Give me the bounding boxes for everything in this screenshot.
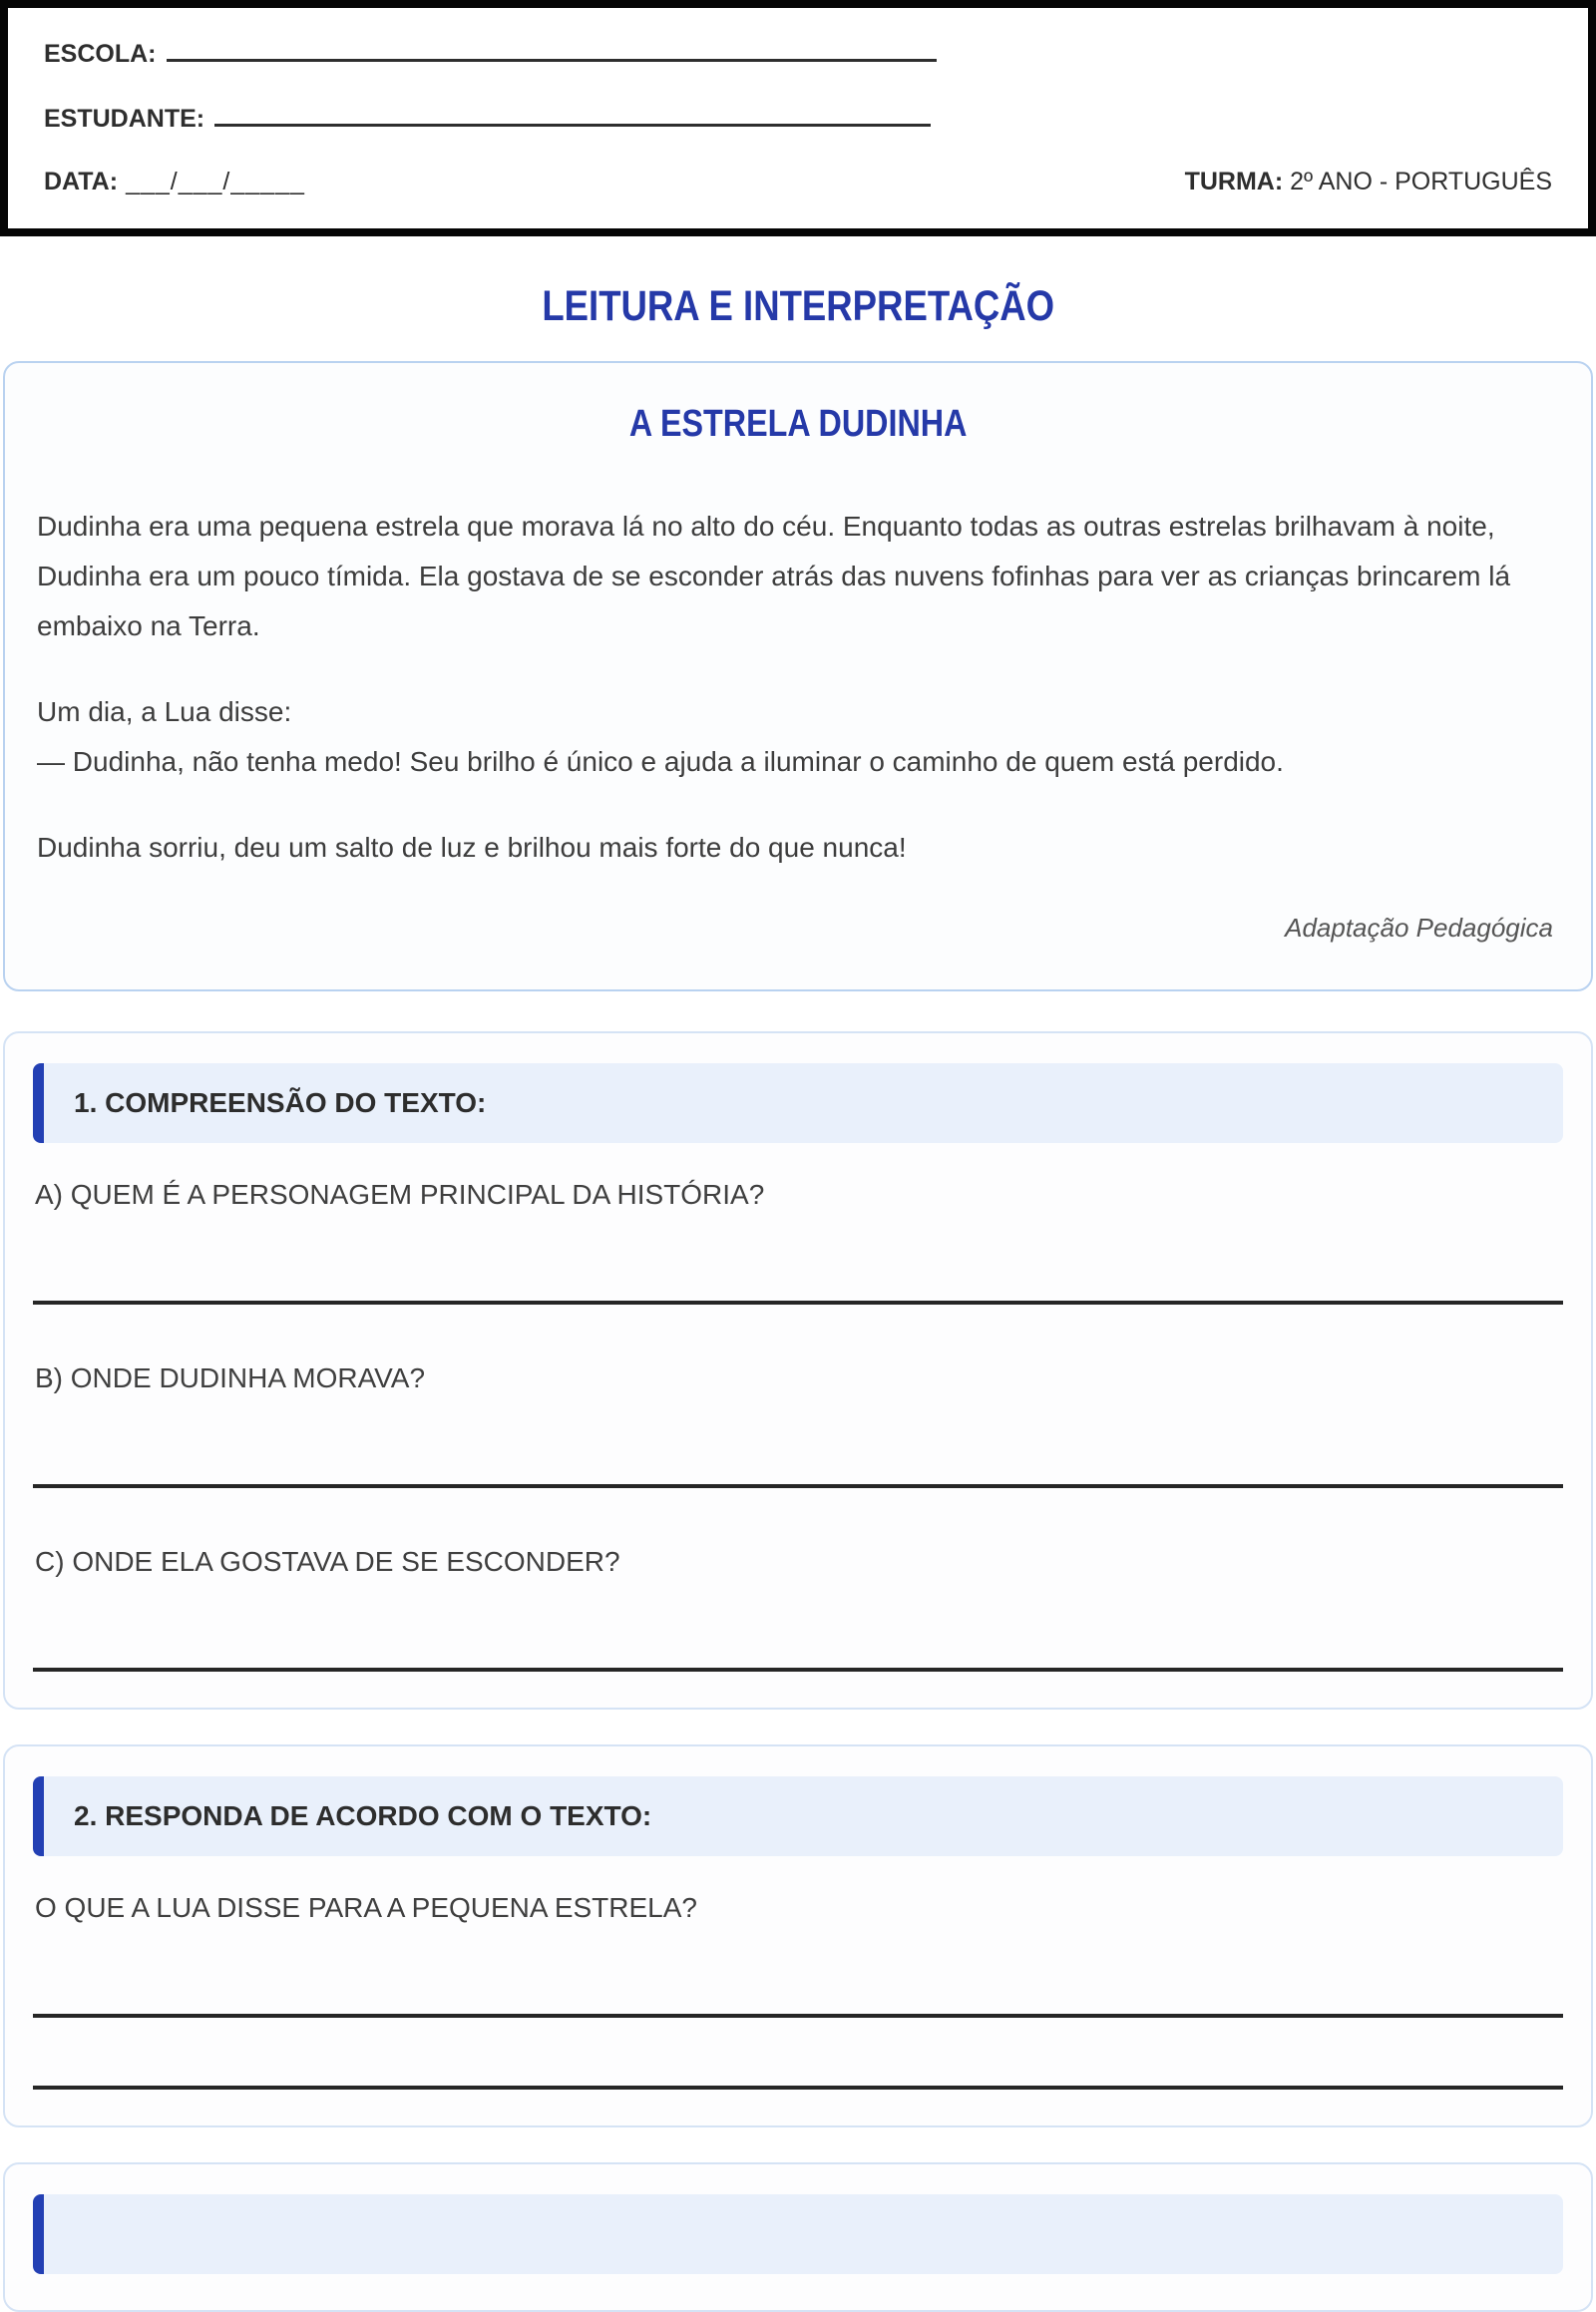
date-class-row xyxy=(44,168,1552,196)
student-row xyxy=(44,103,1552,134)
student-label: ESTUDANTE: xyxy=(44,105,205,133)
section-2-heading: 2. RESPONDA DE ACORDO COM O TEXTO: xyxy=(74,1800,652,1831)
question-1b: B) ONDE DUDINHA MORAVA? xyxy=(35,1362,426,1393)
answer-line-2a xyxy=(33,2014,1563,2018)
school-row xyxy=(44,38,1552,69)
section-1-header xyxy=(33,1063,1563,1143)
story-paragraph-1: Dudinha era uma pequena estrela que morava lá no alto do céu. Enquanto todas as outras estrelas brilhavam à noite, Dudinha era um pouco tímida. Ela gostava de se esconder atrás das nuvens fofinhas para ver as crianças brincarem lá embaixo na Terra. xyxy=(37,511,1511,641)
answer-line-1c xyxy=(33,1668,1563,1672)
page-title: LEITURA E INTERPRETAÇÃO xyxy=(542,282,1054,330)
section-3-header xyxy=(33,2194,1563,2274)
section-2-box xyxy=(3,1744,1593,2127)
section-3-box xyxy=(3,2162,1593,2312)
school-label: ESCOLA: xyxy=(44,40,157,68)
date-field xyxy=(44,168,305,196)
answer-line-1a xyxy=(33,1301,1563,1305)
question-2a: O QUE A LUA DISSE PARA A PEQUENA ESTRELA? xyxy=(35,1892,697,1923)
answer-line-1b xyxy=(33,1484,1563,1488)
answer-line-2b xyxy=(33,2086,1563,2090)
story-source: Adaptação Pedagógica xyxy=(1285,913,1553,943)
school-blank-line xyxy=(167,38,937,62)
student-blank-line xyxy=(214,103,931,127)
date-label: DATA: xyxy=(44,168,119,195)
story-box xyxy=(3,361,1593,991)
question-1a: A) QUEM É A PERSONAGEM PRINCIPAL DA HISTÓRIA? xyxy=(35,1179,765,1210)
story-dialogue-intro: Um dia, a Lua disse: xyxy=(37,696,292,727)
class-value: 2º ANO - PORTUGUÊS xyxy=(1290,168,1552,195)
story-paragraph-3: Dudinha sorriu, deu um salto de luz e brilhou mais forte do que nunca! xyxy=(37,832,907,863)
date-blank: ___/___/_____ xyxy=(126,168,305,195)
section-1-box xyxy=(3,1031,1593,1710)
class-field xyxy=(1185,168,1552,196)
story-dialogue-line: — Dudinha, não tenha medo! Seu brilho é único e ajuda a iluminar o caminho de quem está perdido. xyxy=(37,746,1284,777)
class-label: TURMA: xyxy=(1184,168,1284,195)
story-title: A ESTRELA DUDINHA xyxy=(628,403,968,445)
section-2-header xyxy=(33,1776,1563,1856)
question-1c: C) ONDE ELA GOSTAVA DE SE ESCONDER? xyxy=(35,1546,620,1577)
section-1-heading: 1. COMPREENSÃO DO TEXTO: xyxy=(74,1087,487,1118)
student-info-box xyxy=(0,0,1596,236)
story-paragraph-2 xyxy=(37,687,1559,787)
